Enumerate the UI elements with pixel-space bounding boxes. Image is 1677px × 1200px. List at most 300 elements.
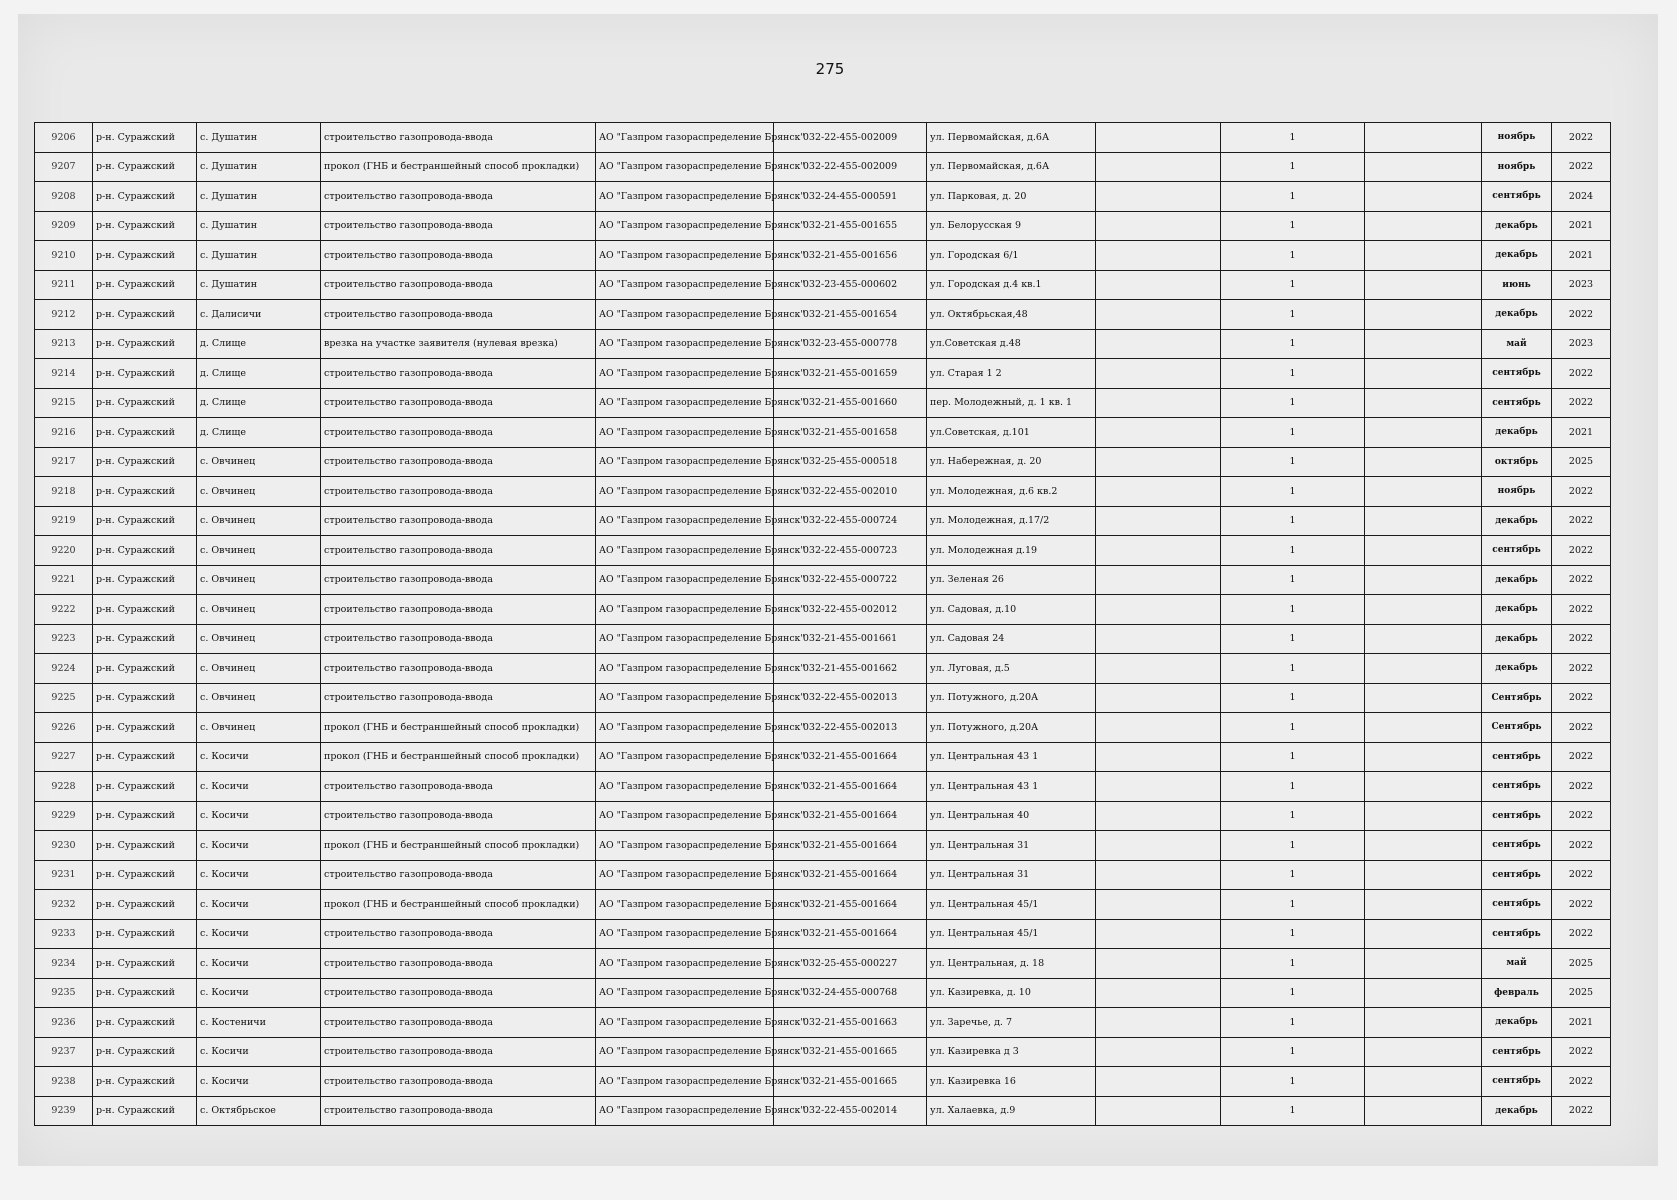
organization-cell: АО "Газпром газораспределение Брянск" (596, 359, 774, 389)
quantity-cell: 1 (1221, 300, 1365, 330)
locality-cell: с. Овчинец (197, 683, 321, 713)
organization-cell: АО "Газпром газораспределение Брянск" (596, 919, 774, 949)
table-row (35, 742, 1611, 772)
district-cell: р-н. Суражский (93, 890, 197, 920)
locality-cell: с. Овчинец (197, 595, 321, 625)
empty-cell (1096, 1008, 1221, 1038)
table-row (35, 447, 1611, 477)
organization-cell: АО "Газпром газораспределение Брянск" (596, 742, 774, 772)
month-cell: сентябрь (1482, 831, 1552, 861)
locality-cell: с. Косичи (197, 1067, 321, 1097)
district-cell: р-н. Суражский (93, 654, 197, 684)
empty-cell (1365, 300, 1482, 330)
application-code-cell: 032-21-455-001665 (774, 1067, 927, 1097)
district-cell: р-н. Суражский (93, 329, 197, 359)
district-cell: р-н. Суражский (93, 211, 197, 241)
year-cell: 2022 (1552, 300, 1611, 330)
year-cell: 2022 (1552, 860, 1611, 890)
empty-cell (1096, 801, 1221, 831)
application-code-cell: 032-21-455-001664 (774, 860, 927, 890)
row-number-cell: 9210 (35, 241, 93, 271)
application-code-cell: 032-22-455-000722 (774, 565, 927, 595)
year-cell: 2022 (1552, 565, 1611, 595)
table-row (35, 595, 1611, 625)
locality-cell: с. Косичи (197, 949, 321, 979)
quantity-cell: 1 (1221, 831, 1365, 861)
empty-cell (1096, 624, 1221, 654)
month-cell: декабрь (1482, 654, 1552, 684)
empty-cell (1096, 565, 1221, 595)
application-code-cell: 032-21-455-001656 (774, 241, 927, 271)
district-cell: р-н. Суражский (93, 949, 197, 979)
locality-cell: с. Душатин (197, 241, 321, 271)
work-type-cell: строительство газопровода-ввода (321, 683, 596, 713)
table-row (35, 418, 1611, 448)
work-type-cell: строительство газопровода-ввода (321, 624, 596, 654)
table-row (35, 506, 1611, 536)
row-number-cell: 9229 (35, 801, 93, 831)
application-code-cell: 032-23-455-000602 (774, 270, 927, 300)
row-number-cell: 9214 (35, 359, 93, 389)
locality-cell: д. Слище (197, 418, 321, 448)
application-code-cell: 032-21-455-001663 (774, 1008, 927, 1038)
organization-cell: АО "Газпром газораспределение Брянск" (596, 654, 774, 684)
locality-cell: с. Овчинец (197, 713, 321, 743)
quantity-cell: 1 (1221, 241, 1365, 271)
empty-cell (1365, 388, 1482, 418)
locality-cell: с. Овчинец (197, 477, 321, 507)
table-row (35, 919, 1611, 949)
application-code-cell: 032-22-455-000723 (774, 536, 927, 566)
address-cell: ул. Центральная 31 (927, 831, 1096, 861)
locality-cell: с. Овчинец (197, 654, 321, 684)
empty-cell (1365, 152, 1482, 182)
quantity-cell: 1 (1221, 624, 1365, 654)
empty-cell (1096, 919, 1221, 949)
work-type-cell: строительство газопровода-ввода (321, 772, 596, 802)
locality-cell: д. Слище (197, 388, 321, 418)
quantity-cell: 1 (1221, 359, 1365, 389)
work-type-cell: строительство газопровода-ввода (321, 1067, 596, 1097)
month-cell: ноябрь (1482, 477, 1552, 507)
empty-cell (1365, 949, 1482, 979)
month-cell: май (1482, 329, 1552, 359)
district-cell: р-н. Суражский (93, 624, 197, 654)
application-code-cell: 032-21-455-001664 (774, 919, 927, 949)
year-cell: 2025 (1552, 949, 1611, 979)
table-row (35, 654, 1611, 684)
organization-cell: АО "Газпром газораспределение Брянск" (596, 123, 774, 153)
month-cell: сентябрь (1482, 182, 1552, 212)
table-row (35, 949, 1611, 979)
year-cell: 2022 (1552, 654, 1611, 684)
row-number-cell: 9236 (35, 1008, 93, 1038)
address-cell: ул. Центральная, д. 18 (927, 949, 1096, 979)
year-cell: 2022 (1552, 772, 1611, 802)
work-type-cell: прокол (ГНБ и бестраншейный способ прокладки) (321, 831, 596, 861)
row-number-cell: 9213 (35, 329, 93, 359)
district-cell: р-н. Суражский (93, 831, 197, 861)
locality-cell: д. Слище (197, 329, 321, 359)
locality-cell: с. Косичи (197, 860, 321, 890)
application-code-cell: 032-22-455-002010 (774, 477, 927, 507)
organization-cell: АО "Газпром газораспределение Брянск" (596, 182, 774, 212)
table-row (35, 241, 1611, 271)
locality-cell: с. Костеничи (197, 1008, 321, 1038)
row-number-cell: 9237 (35, 1037, 93, 1067)
row-number-cell: 9221 (35, 565, 93, 595)
organization-cell: АО "Газпром газораспределение Брянск" (596, 447, 774, 477)
locality-cell: с. Душатин (197, 270, 321, 300)
organization-cell: АО "Газпром газораспределение Брянск" (596, 1008, 774, 1038)
quantity-cell: 1 (1221, 506, 1365, 536)
work-type-cell: строительство газопровода-ввода (321, 1037, 596, 1067)
empty-cell (1096, 477, 1221, 507)
address-cell: ул. Первомайская, д.6А (927, 123, 1096, 153)
empty-cell (1096, 270, 1221, 300)
organization-cell: АО "Газпром газораспределение Брянск" (596, 860, 774, 890)
row-number-cell: 9234 (35, 949, 93, 979)
organization-cell: АО "Газпром газораспределение Брянск" (596, 1096, 774, 1126)
empty-cell (1365, 241, 1482, 271)
quantity-cell: 1 (1221, 447, 1365, 477)
application-code-cell: 032-21-455-001659 (774, 359, 927, 389)
row-number-cell: 9228 (35, 772, 93, 802)
year-cell: 2025 (1552, 447, 1611, 477)
locality-cell: с. Косичи (197, 801, 321, 831)
empty-cell (1365, 1008, 1482, 1038)
locality-cell: с. Овчинец (197, 506, 321, 536)
address-cell: ул. Потужного, д.20А (927, 713, 1096, 743)
application-code-cell: 032-21-455-001658 (774, 418, 927, 448)
application-code-cell: 032-24-455-000768 (774, 978, 927, 1008)
empty-cell (1365, 1096, 1482, 1126)
quantity-cell: 1 (1221, 919, 1365, 949)
year-cell: 2022 (1552, 919, 1611, 949)
empty-cell (1096, 595, 1221, 625)
month-cell: сентябрь (1482, 388, 1552, 418)
empty-cell (1365, 418, 1482, 448)
empty-cell (1365, 683, 1482, 713)
table-row (35, 536, 1611, 566)
month-cell: декабрь (1482, 211, 1552, 241)
month-cell: сентябрь (1482, 772, 1552, 802)
year-cell: 2022 (1552, 713, 1611, 743)
work-type-cell: строительство газопровода-ввода (321, 506, 596, 536)
row-number-cell: 9239 (35, 1096, 93, 1126)
locality-cell: с. Душатин (197, 182, 321, 212)
empty-cell (1096, 182, 1221, 212)
application-code-cell: 032-21-455-001662 (774, 654, 927, 684)
row-number-cell: 9215 (35, 388, 93, 418)
address-cell: ул. Потужного, д.20А (927, 683, 1096, 713)
organization-cell: АО "Газпром газораспределение Брянск" (596, 624, 774, 654)
row-number-cell: 9232 (35, 890, 93, 920)
empty-cell (1096, 359, 1221, 389)
table-row (35, 270, 1611, 300)
month-cell: сентябрь (1482, 742, 1552, 772)
quantity-cell: 1 (1221, 713, 1365, 743)
month-cell: май (1482, 949, 1552, 979)
quantity-cell: 1 (1221, 683, 1365, 713)
year-cell: 2022 (1552, 1067, 1611, 1097)
year-cell: 2022 (1552, 388, 1611, 418)
address-cell: ул. Казиревка 16 (927, 1067, 1096, 1097)
work-type-cell: строительство газопровода-ввода (321, 418, 596, 448)
locality-cell: с. Косичи (197, 772, 321, 802)
address-cell: ул. Молодежная д.19 (927, 536, 1096, 566)
work-type-cell: строительство газопровода-ввода (321, 270, 596, 300)
application-code-cell: 032-22-455-002014 (774, 1096, 927, 1126)
empty-cell (1096, 831, 1221, 861)
address-cell: ул. Центральная 31 (927, 860, 1096, 890)
month-cell: ноябрь (1482, 152, 1552, 182)
empty-cell (1096, 683, 1221, 713)
district-cell: р-н. Суражский (93, 772, 197, 802)
work-type-cell: прокол (ГНБ и бестраншейный способ прокладки) (321, 713, 596, 743)
organization-cell: АО "Газпром газораспределение Брянск" (596, 300, 774, 330)
organization-cell: АО "Газпром газораспределение Брянск" (596, 595, 774, 625)
table-row (35, 565, 1611, 595)
month-cell: декабрь (1482, 1096, 1552, 1126)
district-cell: р-н. Суражский (93, 300, 197, 330)
table-row (35, 1008, 1611, 1038)
address-cell: ул. Садовая 24 (927, 624, 1096, 654)
work-type-cell: строительство газопровода-ввода (321, 919, 596, 949)
application-code-cell: 032-21-455-001664 (774, 890, 927, 920)
organization-cell: АО "Газпром газораспределение Брянск" (596, 565, 774, 595)
month-cell: сентябрь (1482, 919, 1552, 949)
organization-cell: АО "Газпром газораспределение Брянск" (596, 949, 774, 979)
district-cell: р-н. Суражский (93, 241, 197, 271)
application-code-cell: 032-21-455-001664 (774, 801, 927, 831)
organization-cell: АО "Газпром газораспределение Брянск" (596, 890, 774, 920)
work-type-cell: строительство газопровода-ввода (321, 978, 596, 1008)
table-row (35, 300, 1611, 330)
empty-cell (1365, 1037, 1482, 1067)
organization-cell: АО "Газпром газораспределение Брянск" (596, 772, 774, 802)
empty-cell (1096, 241, 1221, 271)
district-cell: р-н. Суражский (93, 860, 197, 890)
work-type-cell: прокол (ГНБ и бестраншейный способ прокладки) (321, 152, 596, 182)
address-cell: ул. Городская д.4 кв.1 (927, 270, 1096, 300)
district-cell: р-н. Суражский (93, 713, 197, 743)
address-cell: ул. Парковая, д. 20 (927, 182, 1096, 212)
empty-cell (1365, 742, 1482, 772)
address-cell: ул. Первомайская, д.6А (927, 152, 1096, 182)
work-type-cell: строительство газопровода-ввода (321, 123, 596, 153)
table-row (35, 683, 1611, 713)
district-cell: р-н. Суражский (93, 1008, 197, 1038)
table-row (35, 123, 1611, 153)
locality-cell: с. Овчинец (197, 536, 321, 566)
address-cell: ул. Казиревка д 3 (927, 1037, 1096, 1067)
quantity-cell: 1 (1221, 654, 1365, 684)
locality-cell: с. Душатин (197, 123, 321, 153)
district-cell: р-н. Суражский (93, 801, 197, 831)
quantity-cell: 1 (1221, 1008, 1365, 1038)
organization-cell: АО "Газпром газораспределение Брянск" (596, 388, 774, 418)
work-type-cell: строительство газопровода-ввода (321, 241, 596, 271)
month-cell: декабрь (1482, 506, 1552, 536)
row-number-cell: 9231 (35, 860, 93, 890)
empty-cell (1365, 801, 1482, 831)
quantity-cell: 1 (1221, 536, 1365, 566)
quantity-cell: 1 (1221, 565, 1365, 595)
application-code-cell: 032-21-455-001664 (774, 772, 927, 802)
work-type-cell: строительство газопровода-ввода (321, 182, 596, 212)
application-code-cell: 032-21-455-001664 (774, 742, 927, 772)
work-type-cell: строительство газопровода-ввода (321, 860, 596, 890)
district-cell: р-н. Суражский (93, 1067, 197, 1097)
organization-cell: АО "Газпром газораспределение Брянск" (596, 241, 774, 271)
quantity-cell: 1 (1221, 595, 1365, 625)
row-number-cell: 9238 (35, 1067, 93, 1097)
empty-cell (1096, 978, 1221, 1008)
empty-cell (1096, 536, 1221, 566)
district-cell: р-н. Суражский (93, 447, 197, 477)
district-cell: р-н. Суражский (93, 595, 197, 625)
district-cell: р-н. Суражский (93, 742, 197, 772)
organization-cell: АО "Газпром газораспределение Брянск" (596, 211, 774, 241)
row-number-cell: 9226 (35, 713, 93, 743)
month-cell: сентябрь (1482, 860, 1552, 890)
locality-cell: с. Душатин (197, 211, 321, 241)
empty-cell (1365, 359, 1482, 389)
address-cell: ул. Молодежная, д.6 кв.2 (927, 477, 1096, 507)
locality-cell: д. Слище (197, 359, 321, 389)
application-code-cell: 032-21-455-001655 (774, 211, 927, 241)
address-cell: ул. Центральная 40 (927, 801, 1096, 831)
address-cell: ул. Октябрьская,48 (927, 300, 1096, 330)
empty-cell (1096, 300, 1221, 330)
month-cell: декабрь (1482, 565, 1552, 595)
locality-cell: с. Октябрьское (197, 1096, 321, 1126)
empty-cell (1365, 595, 1482, 625)
empty-cell (1096, 742, 1221, 772)
quantity-cell: 1 (1221, 1096, 1365, 1126)
row-number-cell: 9218 (35, 477, 93, 507)
district-cell: р-н. Суражский (93, 1096, 197, 1126)
address-cell: ул. Центральная 45/1 (927, 919, 1096, 949)
empty-cell (1365, 919, 1482, 949)
work-type-cell: прокол (ГНБ и бестраншейный способ прокладки) (321, 742, 596, 772)
empty-cell (1096, 949, 1221, 979)
table-row (35, 860, 1611, 890)
row-number-cell: 9223 (35, 624, 93, 654)
organization-cell: АО "Газпром газораспределение Брянск" (596, 506, 774, 536)
organization-cell: АО "Газпром газораспределение Брянск" (596, 1067, 774, 1097)
district-cell: р-н. Суражский (93, 418, 197, 448)
application-code-cell: 032-21-455-001664 (774, 831, 927, 861)
organization-cell: АО "Газпром газораспределение Брянск" (596, 152, 774, 182)
row-number-cell: 9235 (35, 978, 93, 1008)
empty-cell (1096, 506, 1221, 536)
quantity-cell: 1 (1221, 949, 1365, 979)
empty-cell (1365, 831, 1482, 861)
table-row (35, 890, 1611, 920)
table-row (35, 477, 1611, 507)
work-type-cell: строительство газопровода-ввода (321, 300, 596, 330)
year-cell: 2022 (1552, 624, 1611, 654)
empty-cell (1365, 182, 1482, 212)
empty-cell (1096, 418, 1221, 448)
organization-cell: АО "Газпром газораспределение Брянск" (596, 683, 774, 713)
work-type-cell: строительство газопровода-ввода (321, 565, 596, 595)
address-cell: ул. Городская 6/1 (927, 241, 1096, 271)
empty-cell (1365, 890, 1482, 920)
empty-cell (1096, 1067, 1221, 1097)
work-type-cell: строительство газопровода-ввода (321, 477, 596, 507)
address-cell: ул. Набережная, д. 20 (927, 447, 1096, 477)
row-number-cell: 9212 (35, 300, 93, 330)
address-cell: ул. Центральная 43 1 (927, 772, 1096, 802)
application-code-cell: 032-21-455-001665 (774, 1037, 927, 1067)
month-cell: сентябрь (1482, 1037, 1552, 1067)
district-cell: р-н. Суражский (93, 359, 197, 389)
gas-connection-table (34, 122, 1611, 1126)
locality-cell: с. Косичи (197, 890, 321, 920)
month-cell: сентябрь (1482, 801, 1552, 831)
table-row (35, 388, 1611, 418)
row-number-cell: 9222 (35, 595, 93, 625)
district-cell: р-н. Суражский (93, 182, 197, 212)
table-row (35, 978, 1611, 1008)
application-code-cell: 032-24-455-000591 (774, 182, 927, 212)
quantity-cell: 1 (1221, 1067, 1365, 1097)
address-cell: ул. Молодежная, д.17/2 (927, 506, 1096, 536)
row-number-cell: 9225 (35, 683, 93, 713)
table-row (35, 329, 1611, 359)
organization-cell: АО "Газпром газораспределение Брянск" (596, 801, 774, 831)
work-type-cell: прокол (ГНБ и бестраншейный способ прокладки) (321, 890, 596, 920)
address-cell: пер. Молодежный, д. 1 кв. 1 (927, 388, 1096, 418)
quantity-cell: 1 (1221, 890, 1365, 920)
year-cell: 2021 (1552, 1008, 1611, 1038)
year-cell: 2022 (1552, 1096, 1611, 1126)
quantity-cell: 1 (1221, 772, 1365, 802)
work-type-cell: строительство газопровода-ввода (321, 1008, 596, 1038)
quantity-cell: 1 (1221, 152, 1365, 182)
table-row (35, 772, 1611, 802)
locality-cell: с. Овчинец (197, 447, 321, 477)
empty-cell (1365, 211, 1482, 241)
empty-cell (1365, 447, 1482, 477)
row-number-cell: 9227 (35, 742, 93, 772)
row-number-cell: 9209 (35, 211, 93, 241)
month-cell: Сентябрь (1482, 683, 1552, 713)
year-cell: 2022 (1552, 123, 1611, 153)
year-cell: 2022 (1552, 536, 1611, 566)
table-row (35, 1096, 1611, 1126)
district-cell: р-н. Суражский (93, 388, 197, 418)
empty-cell (1096, 388, 1221, 418)
year-cell: 2022 (1552, 359, 1611, 389)
empty-cell (1096, 772, 1221, 802)
district-cell: р-н. Суражский (93, 152, 197, 182)
quantity-cell: 1 (1221, 742, 1365, 772)
table-row (35, 1037, 1611, 1067)
district-cell: р-н. Суражский (93, 565, 197, 595)
month-cell: декабрь (1482, 241, 1552, 271)
application-code-cell: 032-25-455-000518 (774, 447, 927, 477)
month-cell: сентябрь (1482, 1067, 1552, 1097)
work-type-cell: строительство газопровода-ввода (321, 359, 596, 389)
application-code-cell: 032-22-455-002009 (774, 123, 927, 153)
row-number-cell: 9230 (35, 831, 93, 861)
quantity-cell: 1 (1221, 477, 1365, 507)
district-cell: р-н. Суражский (93, 536, 197, 566)
